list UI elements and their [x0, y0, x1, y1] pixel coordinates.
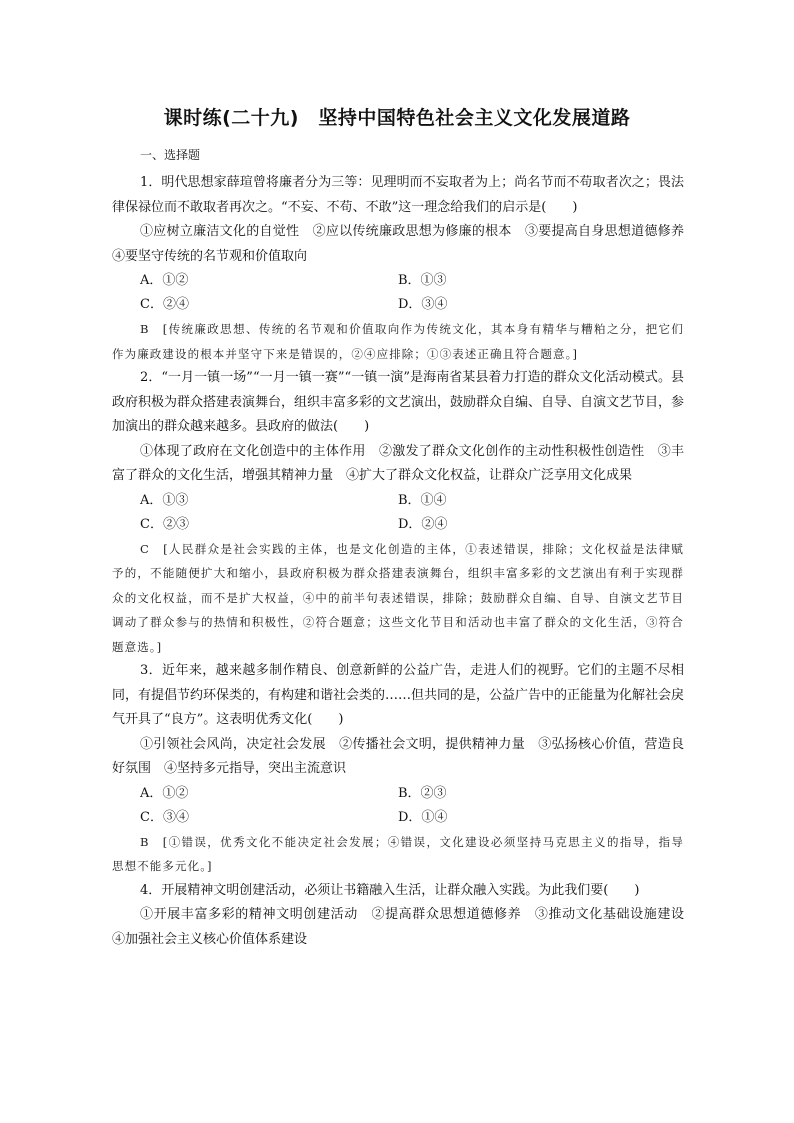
- answer-explanation: B [传统廉政思想、传统的名节观和价值取向作为传统文化，其本身有精华与糟粕之分，把它们作为廉政建设的根本并坚守下来是错误的，②④应排除；①③表述正确且符合题意。]: [112, 322, 684, 361]
- page-title: 课时练(二十九) 坚持中国特色社会主义文化发展道路: [163, 107, 631, 129]
- question-stem: 4．开展精神文明创建活动，必须让书籍融入生活，让群众融入实践。为此我们要( ): [140, 882, 640, 898]
- option-a: A．①②: [140, 785, 189, 801]
- option-b: B．①④: [398, 492, 447, 508]
- question-2: [112, 366, 684, 659]
- option-list: [112, 782, 684, 830]
- question-items: ①开展丰富多彩的精神文明创建活动 ②提高群众思想道德修养 ③推动文化基础设施建设 ④加强社会主义核心价值体系建设: [112, 907, 698, 947]
- question-items: ①应树立廉洁文化的自觉性 ②应以传统廉政思想为修廉的根本 ③要提高自身思想道德修养 ④要坚守传统的名节观和价值取向: [112, 224, 698, 264]
- question-3: [112, 659, 684, 879]
- option-b: B．①③: [398, 273, 447, 288]
- question-stem: 3．近年来，越来越多制作精良、创意新鲜的公益广告，走进人们的视野。它们的主题不尽相同，有提倡节约环保类的，有构建和谐社会类的……但共同的是，公益广告中的正能量为化解社会戾气开具了“良方”。这表明优秀文化( ): [112, 663, 685, 727]
- question-stem: 1．明代思想家薛瑄曾将廉者分为三等：见理明而不妄取者为上；尚名节而不苟取者次之；畏法律保禄位而不敢取者再次之。“不妄、不苟、不敢”这一理念给我们的启示是( ): [112, 175, 684, 215]
- option-c: C．③④: [140, 809, 189, 825]
- option-c: C．②④: [140, 297, 189, 312]
- option-c: C．②③: [140, 516, 189, 532]
- question-items: ①体现了政府在文化创造中的主体作用 ②激发了群众文化创作的主动性积极性创造性 ③丰富了群众的文化生活，增强其精神力量 ④扩大了群众文化权益，让群众广泛享用文化成果: [112, 443, 684, 483]
- answer-explanation: B [①错误，优秀文化不能决定社会发展；④错误，文化建设必须坚持马克思主义的指导，指导思想不能多元化。]: [112, 834, 684, 873]
- question-1: [112, 171, 698, 366]
- question-items: ①引领社会风尚，决定社会发展 ②传播社会文明，提供精神力量 ③弘扬核心价值，营造良好氛围 ④坚持多元指导，突出主流意识: [112, 736, 684, 776]
- section-heading: 一、选择题: [140, 148, 201, 162]
- option-d: D．②④: [398, 516, 448, 532]
- option-b: B．②③: [398, 785, 447, 801]
- answer-explanation: C [人民群众是社会实践的主体，也是文化创造的主体，①表述错误，排除；文化权益是法律赋予的，不能随便扩大和缩小，县政府积极为群众搭建表演舞台，组织丰富多彩的文艺演出有利于实现群众的文化权益，而不是扩大权益，④中的前半句表述错误，排除；鼓励群众自编、自导、自演文艺节目调动了群众参与的热情和积极性，②符合题意；这些文化节目和活动也丰富了群众的文化生活，③符合题意选。]: [112, 541, 684, 654]
- question-stem: 2．“一月一镇一场”“一月一镇一赛”“一镇一演”是海南省某县着力打造的群众文化活动模式。县政府积极为群众搭建表演舞台，组织丰富多彩的文艺演出，鼓励群众自编、自导、自演文艺节目，参加演出的群众越来越多。县政府的做法( ): [112, 370, 685, 434]
- question-4: [112, 879, 698, 953]
- option-a: A．①③: [140, 492, 189, 508]
- content: [112, 146, 698, 952]
- option-list: [112, 269, 684, 317]
- option-d: D．③④: [398, 297, 448, 312]
- option-list: [112, 489, 684, 537]
- option-d: D．①④: [398, 809, 448, 825]
- option-a: A．①②: [140, 273, 189, 288]
